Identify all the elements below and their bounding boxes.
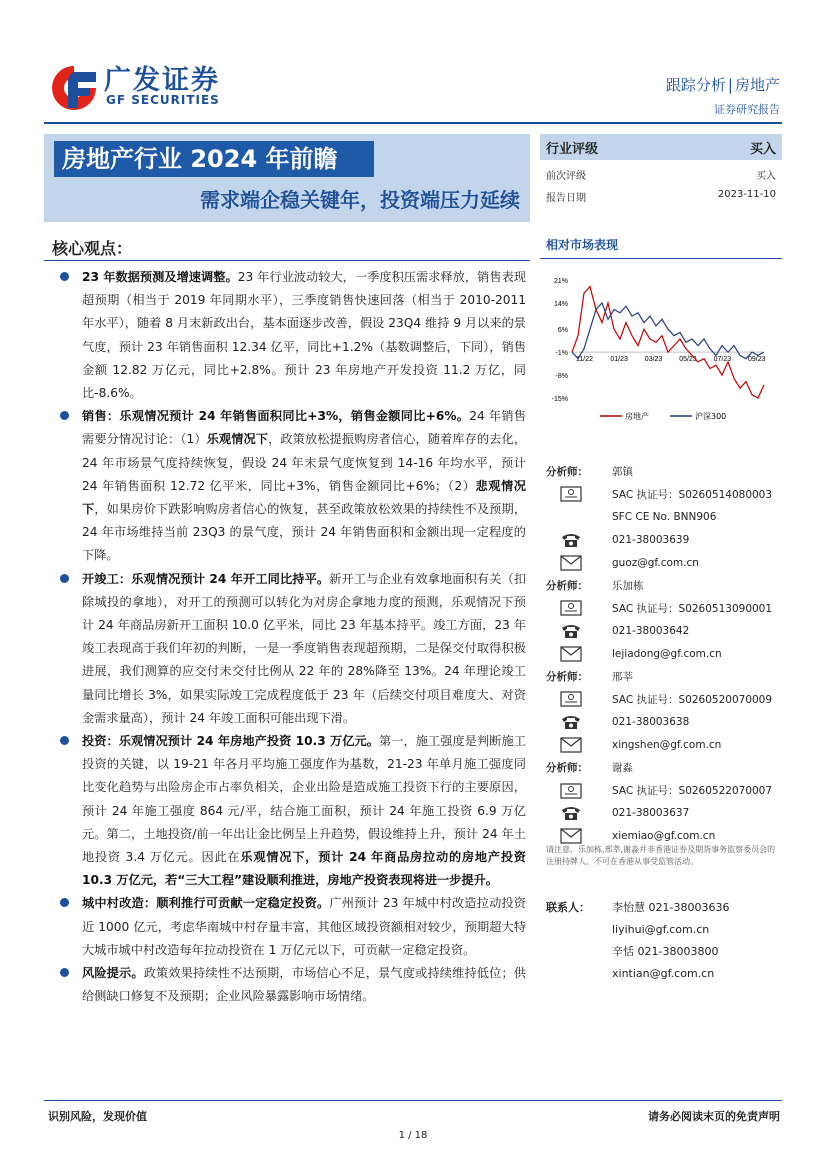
analyst-row — [546, 597, 782, 620]
contacts-label: 联系人： — [546, 901, 590, 914]
bullet-icon — [60, 968, 69, 977]
analyst-row — [546, 483, 782, 506]
analyst-row — [546, 460, 782, 483]
certificate-icon — [546, 691, 612, 707]
footer-slogan: 识别风险，发现价值 — [48, 1110, 147, 1123]
analyst-email[interactable]: guoz@gf.com.cn — [612, 556, 699, 569]
analyst-phone: 021-38003638 — [612, 716, 690, 729]
x-tick-label: 05/23 — [679, 356, 697, 364]
analyst-sac-number: SAC 执证号：S0260520070009 — [612, 693, 773, 706]
envelope-icon — [546, 828, 612, 844]
analyst-label: 分析师： — [546, 465, 588, 478]
analyst-row — [546, 734, 782, 757]
rating-label: 行业评级 — [546, 141, 599, 157]
bullet-icon — [60, 574, 69, 583]
title-box — [44, 134, 530, 222]
rating-value: 买入 — [749, 141, 776, 157]
paragraph-lead: 销售：乐观情况预计 24 年销售面积同比+3%，销售金额同比+6%。 — [82, 409, 470, 424]
analyst-email[interactable]: lejiadong@gf.com.cn — [612, 647, 722, 660]
paragraph-text: 24 年销售需要分情况讨论：（1） — [82, 409, 526, 447]
analyst-name: 郭镇 — [612, 465, 633, 478]
envelope-icon — [546, 646, 612, 662]
core-views-body — [60, 266, 526, 1009]
report-type: 证券研究报告 — [714, 103, 780, 116]
y-tick-label: 14% — [553, 300, 568, 308]
paragraph-text: 政策效果持续性不达预期，市场信心不足，景气度或持续维持低位；供给侧缺口修复不及预期；企业风险暴露影响市场情绪。 — [82, 966, 526, 1004]
prev-rating-row — [540, 167, 782, 182]
performance-divider — [540, 258, 782, 259]
x-tick-label: 03/23 — [644, 356, 663, 364]
paragraph-investment — [60, 730, 526, 892]
contact-row — [546, 962, 782, 984]
paragraph-risk — [60, 962, 526, 1008]
paragraph-lead: 开竣工：乐观情况预计 24 年开工同比持平。 — [82, 571, 330, 586]
contact-email[interactable]: liyihui@gf.com.cn — [612, 922, 710, 936]
report-date-value: 2023-11-10 — [717, 189, 776, 200]
analyst-row — [546, 688, 782, 711]
x-tick-label: 07/23 — [713, 356, 732, 364]
y-tick-label: -1% — [555, 350, 568, 358]
rating-panel — [540, 134, 782, 204]
category-tracking: 跟踪分析 — [665, 76, 726, 94]
report-category: 跟踪分析 | 房地产 证券研究报告 — [665, 76, 780, 116]
bullet-icon — [60, 736, 69, 745]
page-title: 房地产行业 2024 年前瞻 — [54, 141, 374, 177]
analyst-row — [546, 665, 782, 688]
telephone-icon — [546, 532, 612, 548]
contact-email[interactable]: xintian@gf.com.cn — [612, 966, 715, 980]
analyst-email[interactable]: xiemiao@gf.com.cn — [612, 830, 716, 843]
envelope-icon — [546, 737, 612, 753]
analyst-sac-number: SAC 执证号：S0260522070007 — [612, 785, 773, 798]
core-views-heading: 核心观点： — [52, 239, 133, 258]
footer-disclaimer[interactable]: 请务必阅读末页的免责声明 — [648, 1110, 780, 1123]
bullet-icon — [60, 411, 69, 420]
analyst-sac-number: SAC 执证号：S0260513090001 — [612, 602, 773, 615]
paragraph-text: 广州预计 23 年城中村改造拉动投资近 1000 亿元，考虑华南城中村存量丰富，其他区域投资额相对较少，预期超大特大城市城中村改造每年拉动投资在 1 万亿元以下，可贡献一定稳定投资。 — [82, 896, 526, 957]
analyst-label: 分析师： — [546, 579, 588, 592]
analyst-row — [546, 756, 782, 779]
contact-name-phone: 辛恬 021-38003800 — [612, 945, 719, 958]
analyst-row — [546, 574, 782, 597]
page-subtitle: 需求端企稳关键年，投资端压力延续 — [200, 188, 520, 212]
analyst-row — [546, 802, 782, 825]
x-tick-label: 11/22 — [576, 356, 593, 364]
paragraph-emphasis: 乐观情况下 — [206, 432, 269, 447]
y-tick-label: -15% — [551, 396, 568, 403]
certificate-icon — [546, 783, 612, 799]
analyst-phone: 021-38003637 — [612, 807, 690, 820]
analyst-row — [546, 642, 782, 665]
series-line-csi300 — [572, 303, 764, 359]
paragraph-sales — [60, 405, 526, 567]
contacts-panel — [546, 896, 782, 984]
series-line-real-estate — [572, 287, 764, 398]
analyst-sac-number: SAC 执证号：S0260514080003 — [612, 488, 773, 501]
paragraph-text: 新开工与企业有效拿地面积有关（扣除城投的拿地），对开工的预测可以转化为对房企拿地力度的预测，乐观情况下预计 24 年商品房新开工面积 10.0 亿平米，同比 23 年基本持平。竣工方面，23 年竣工表现高于我们年初的判断，一是一季度销售表现超预期，二是保交付取得积极进展，我们测算的应交付未交付比例从 22 年的 28%降至 13%。24 年理论竣工量同比增长 3%，如果实际竣工完成程度低于 23 年（后续交付项目难度大、对资金需求量高），预计 24 年竣工面积可能出现下滑。 — [82, 571, 527, 725]
contact-row — [546, 896, 782, 918]
core-divider — [44, 260, 530, 261]
telephone-icon — [546, 714, 612, 730]
paragraph-lead: 23 年数据预测及增速调整。 — [82, 270, 238, 284]
category-sector: 房地产 — [734, 76, 780, 94]
page-number: 1 / 18 — [398, 1130, 428, 1141]
legend-label: 房地产 — [625, 412, 649, 421]
contact-row — [546, 918, 782, 940]
analyst-row — [546, 779, 782, 802]
report-date-row — [540, 189, 782, 204]
prev-rating-value: 买入 — [756, 171, 776, 182]
paragraph-lead: 投资：乐观情况预计 24 年房地产投资 10.3 万亿元。 — [82, 734, 380, 749]
paragraph-text: 23 年行业波动较大，一季度积压需求释放，销售表现超预期（相当于 2019 年同期水平），三季度销售快速回落（相当于 2010-2011 年水平），随着 8 月末新政出台，基本面逐步改善，假设 23Q4 维持 9 月以来的景气度，预计 23 年销售面积 12.34 亿平，同比+1.2%（基数调整后，下同），销售金额 12.82 万亿元，同比+2.8%。预计 23 年房地产开发投资 11.2 万亿，同比-8.6%。 — [82, 270, 526, 401]
certificate-icon — [546, 486, 612, 502]
telephone-icon — [546, 623, 612, 639]
y-tick-label: -8% — [555, 373, 568, 381]
performance-heading: 相对市场表现 — [546, 238, 619, 252]
analyst-row — [546, 506, 782, 529]
header-divider — [44, 122, 782, 124]
paragraph-urban-village — [60, 892, 526, 962]
gf-logo-icon — [48, 62, 100, 114]
legend-label: 沪深300 — [695, 412, 727, 421]
analyst-phone: 021-38003642 — [612, 624, 690, 637]
y-tick-label: 6% — [557, 327, 568, 335]
analyst-row — [546, 551, 782, 574]
analyst-row — [546, 711, 782, 734]
paragraph-text: 第一，施工强度是判断施工投资的关键，以 19-21 年各月平均施工强度作为基数，21-23 年单月施工强度同比变化趋势与出险房企市占率负相关，企业出险是造成施工投资下行的主要原因，预计 24 年施工强度 864 元/平，结合施工面积，预计 24 年施工投资 6.9 万亿元。第二，土地投资/前一年出让金比例呈上升趋势，假设维持上升，预计 24 年土地投资 3.4 万亿元。因此在 — [82, 734, 526, 865]
x-tick-label: 01/23 — [610, 356, 628, 364]
telephone-icon — [546, 805, 612, 821]
analyst-email[interactable]: xingshen@gf.com.cn — [612, 738, 722, 751]
prev-rating-label: 前次评级 — [546, 171, 586, 182]
x-tick-label: 09/23 — [748, 356, 766, 364]
analyst-row — [546, 620, 782, 643]
y-tick-label: 21% — [553, 278, 568, 285]
paragraph-emphasis: 乐观情况下，预计 24 年商品房拉动的房地产投资 10.3 万亿元，若“三大工程”建设顺利推进，房地产投资表现将进一步提升。 — [82, 850, 526, 888]
analyst-name: 邢莘 — [612, 671, 633, 684]
envelope-icon — [546, 555, 612, 571]
paragraph-construction — [60, 568, 526, 730]
analyst-name: 乐加栋 — [612, 579, 644, 592]
paragraph-lead: 城中村改造：顺利推行可贡献一定稳定投资。 — [82, 896, 330, 911]
rating-header — [540, 134, 782, 160]
logo-english: GF SECURITIES — [106, 93, 220, 107]
bullet-icon — [60, 898, 69, 907]
bullet-icon — [60, 272, 69, 281]
paragraph-lead: 风险提示。 — [82, 966, 144, 981]
analyst-label: 分析师： — [546, 762, 588, 775]
analyst-name: 谢淼 — [612, 762, 633, 775]
relative-performance-chart — [540, 266, 782, 426]
license-note: 请注意，乐加栋,邢莘,谢淼并非香港证券及期货事务监察委员会的注册持牌人，不可在香港从事受监管活动。 — [546, 845, 776, 866]
paragraph-emphasis: 悲观情况下 — [82, 478, 526, 517]
logo-chinese: 广发证券 — [104, 65, 220, 96]
analyst-sfc-number: SFC CE No. BNN906 — [612, 510, 717, 523]
contact-row — [546, 940, 782, 962]
report-date-label: 报告日期 — [546, 193, 586, 204]
paragraph-text: ，如果房价下跌影响购房者信心的恢复，甚至政策放松效果的持续性不及预期，24 年市场维持当前 23Q3 的景气度，预计 24 年销售面积和金额出现一定程度的下降。 — [82, 502, 527, 563]
analyst-panel — [546, 460, 782, 848]
certificate-icon — [546, 600, 612, 616]
analyst-row — [546, 528, 782, 551]
analyst-label: 分析师： — [546, 671, 588, 684]
paragraph-forecast — [60, 266, 526, 405]
analyst-phone: 021-38003639 — [612, 533, 690, 546]
paragraph-text: ，政策放松提振购房者信心，随着库存的去化，24 年市场景气度持续恢复，假设 24 年末景气度恢复到 14-16 年均水平，预计 24 年销售面积 12.72 亿平米，同比+3%，销售金额同比+6%；（2） — [82, 432, 527, 493]
contact-name-phone: 李怡慧 021-38003636 — [612, 901, 730, 914]
footer-divider — [44, 1100, 782, 1101]
